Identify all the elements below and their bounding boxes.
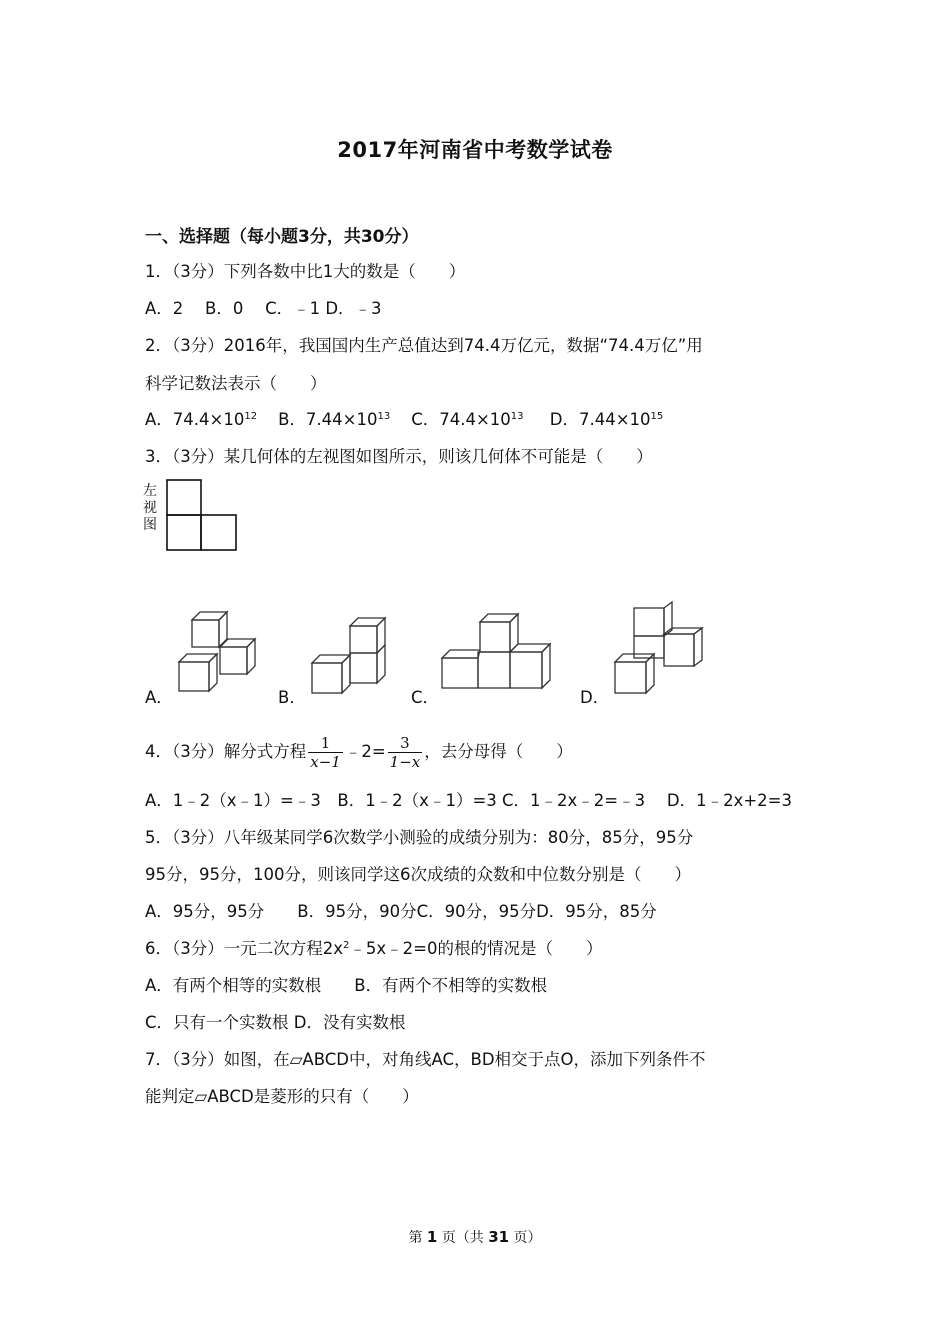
question-2-options — [145, 409, 663, 431]
question-5-options: A．95分，95分 B．95分，90分C．90分，95分D．95分，85分 — [145, 902, 657, 921]
question-2-stem-line2: 科学记数法表示（ ） — [145, 374, 327, 393]
q3-option-c-figure — [440, 608, 556, 694]
q3-option-b-label: B． — [278, 688, 306, 707]
question-5-stem-line1: 5．（3分）八年级某同学6次数学小测验的成绩分别为：80分，85分，95分 — [145, 828, 694, 847]
question-2-stem-line1: 2．（3分）2016年，我国国内生产总值达到74.4万亿元，数据“74.4万亿”用 — [145, 336, 703, 355]
question-3-stem: 3．（3分）某几何体的左视图如图所示，则该几何体不可能是（ ） — [145, 447, 653, 466]
q3-option-a-figure — [176, 610, 262, 694]
question-6-options-line1: A．有两个相等的实数根 B．有两个不相等的实数根 — [145, 976, 548, 995]
option-b: B．$7.44\times 10^{13}$ — [278, 410, 391, 429]
total-pages: 31 — [488, 1228, 510, 1246]
question-6-options-line2: C．只有一个实数根 D．没有实数根 — [145, 1013, 406, 1032]
option-a: A．$74.4\times 10^{12}$ — [145, 410, 258, 429]
question-7-stem-line2: 能判定▱ABCD是菱形的只有（ ） — [145, 1087, 419, 1106]
question-1-options: A．2 B．0 C．﹣1 D．﹣3 — [145, 299, 382, 318]
current-page-number: 1 — [426, 1228, 438, 1246]
question-4-options: A．1﹣2（x﹣1）=﹣3 B．1﹣2（x﹣1）=3 C．1﹣2x﹣2=﹣3 D．1﹣2x+2=3 — [145, 791, 792, 810]
question-6-stem: 6．（3分）一元二次方程$2x^2﹣5x﹣2=0$的根的情况是（ ） — [145, 939, 603, 958]
page-title: 2017年河南省中考数学试卷 — [337, 138, 613, 162]
question-7-stem-line1: 7．（3分）如图，在▱ABCD中，对角线AC，BD相交于点O，添加下列条件不 — [145, 1050, 706, 1069]
q3-option-d-label: D． — [580, 688, 610, 707]
fraction-1: $\frac{1}{x-1}$ — [310, 734, 341, 771]
page-footer: 第 1 页（共 31 页） — [408, 1228, 542, 1246]
fraction-2: $\frac{3}{1-x}$ — [389, 734, 421, 771]
q3-option-a-label: A． — [145, 688, 173, 707]
section-heading: 一、选择题（每小题3分，共30分） — [145, 227, 419, 247]
left-view-figure — [143, 478, 243, 554]
question-4-stem: 4．（3分）解分式方程 $\frac{1}{x-1}$ ﹣2= $\frac{3}{1-x}$ ，去分母得（ ） — [145, 734, 573, 771]
q3-option-d-figure — [612, 600, 708, 696]
left-view-label: 左 视 图 — [143, 483, 157, 533]
question-5-stem-line2: 95分，95分，100分，则该同学这6次成绩的众数和中位数分别是（ ） — [145, 865, 691, 884]
q3-option-b-figure — [308, 612, 394, 696]
option-c: C．$74.4\times 10^{13}$ — [411, 410, 524, 429]
question-1-stem: 1．（3分）下列各数中比1大的数是（ ） — [145, 262, 466, 281]
q3-option-c-label: C． — [411, 688, 440, 707]
option-d: D．$7.44\times 10^{15}$ — [549, 410, 664, 429]
